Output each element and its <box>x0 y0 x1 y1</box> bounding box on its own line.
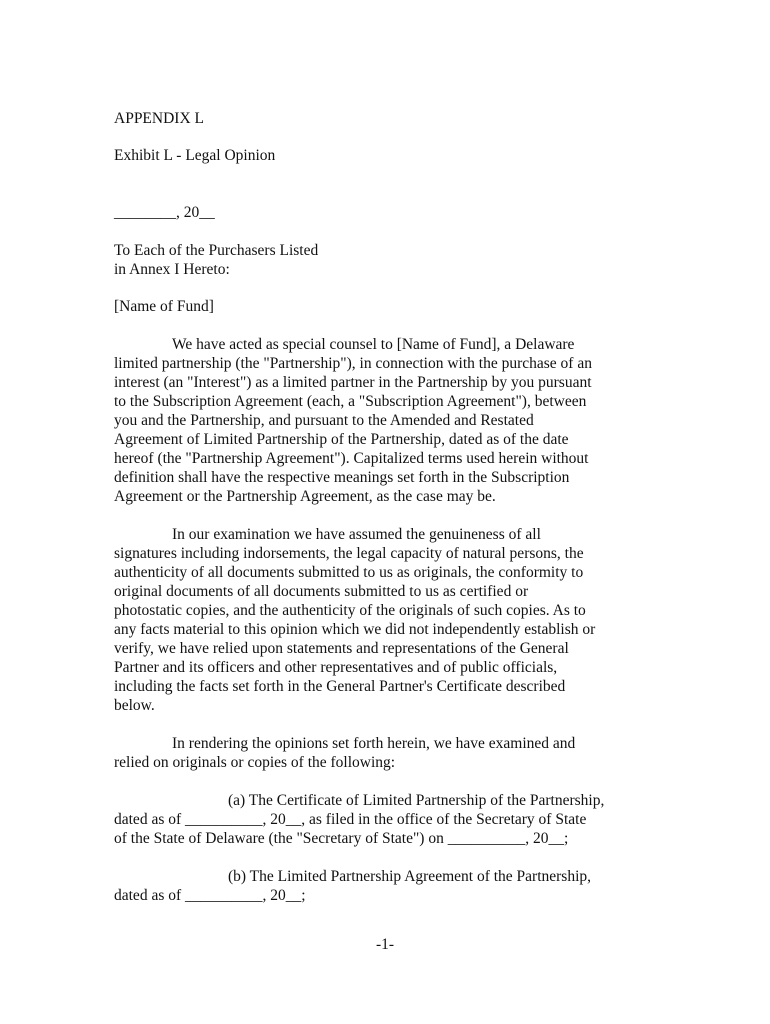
paragraph-line: you and the Partnership, and pursuant to the Amended and Restated <box>114 412 534 429</box>
list-item-line: dated as of __________, 20__, as filed in the office of the Secretary of State <box>114 811 587 828</box>
list-item-line: dated as of __________, 20__; <box>114 887 306 904</box>
paragraph-line: Partner and its officers and other representatives and of public officials, <box>114 659 558 676</box>
list-item-a <box>114 791 674 848</box>
fund-name: [Name of Fund] <box>114 298 214 315</box>
paragraph-line: authenticity of all documents submitted to us as originals, the conformity to <box>114 564 584 581</box>
paragraph-line: to the Subscription Agreement (each, a "Subscription Agreement"), between <box>114 393 587 410</box>
paragraph-line: photostatic copies, and the authenticity of the originals of such copies. As to <box>114 602 586 619</box>
paragraph-line: definition shall have the respective meanings set forth in the Subscription <box>114 469 570 486</box>
paragraph-line: limited partnership (the "Partnership"), in connection with the purchase of an <box>114 355 592 372</box>
addressee-block <box>114 241 674 279</box>
paragraph-line: In our examination we have assumed the genuineness of all <box>172 526 541 543</box>
appendix-title: APPENDIX L <box>114 110 204 127</box>
list-item-line: (b) The Limited Partnership Agreement of the Partnership, <box>228 868 592 885</box>
paragraph-line: We have acted as special counsel to [Name of Fund], a Delaware <box>172 336 575 353</box>
paragraph-line: any facts material to this opinion which we did not independently establish or <box>114 621 596 638</box>
paragraph-line: In rendering the opinions set forth herein, we have examined and <box>172 735 576 752</box>
exhibit-title: Exhibit L - Legal Opinion <box>114 147 276 164</box>
date-line: ________, 20__ <box>114 204 215 221</box>
list-item-line: (a) The Certificate of Limited Partnership of the Partnership, <box>228 792 605 809</box>
paragraph-line: relied on originals or copies of the following: <box>114 754 396 771</box>
paragraph-line: verify, we have relied upon statements and representations of the General <box>114 640 569 657</box>
paragraph-line: Agreement of Limited Partnership of the Partnership, dated as of the date <box>114 431 569 448</box>
list-item-line: of the State of Delaware (the "Secretary of State") on __________, 20__; <box>114 830 569 847</box>
paragraph-line: original documents of all documents submitted to us as certified or <box>114 583 529 600</box>
paragraph-line: hereof (the "Partnership Agreement"). Capitalized terms used herein without <box>114 450 589 467</box>
paragraph-line: below. <box>114 697 155 714</box>
paragraph-rendering <box>114 734 674 772</box>
list-item-b <box>114 867 674 905</box>
paragraph-line: signatures including indorsements, the legal capacity of natural persons, the <box>114 545 584 562</box>
paragraph-line: Agreement or the Partnership Agreement, as the case may be. <box>114 488 496 505</box>
addressee-line: in Annex I Hereto: <box>114 261 230 278</box>
page-number: -1- <box>375 936 395 953</box>
paragraph-line: interest (an "Interest") as a limited partner in the Partnership by you pursuant <box>114 374 592 391</box>
addressee-line: To Each of the Purchasers Listed <box>114 242 319 259</box>
paragraph-engagement <box>114 335 674 506</box>
paragraph-examination <box>114 525 674 715</box>
paragraph-line: including the facts set forth in the General Partner's Certificate described <box>114 678 566 695</box>
